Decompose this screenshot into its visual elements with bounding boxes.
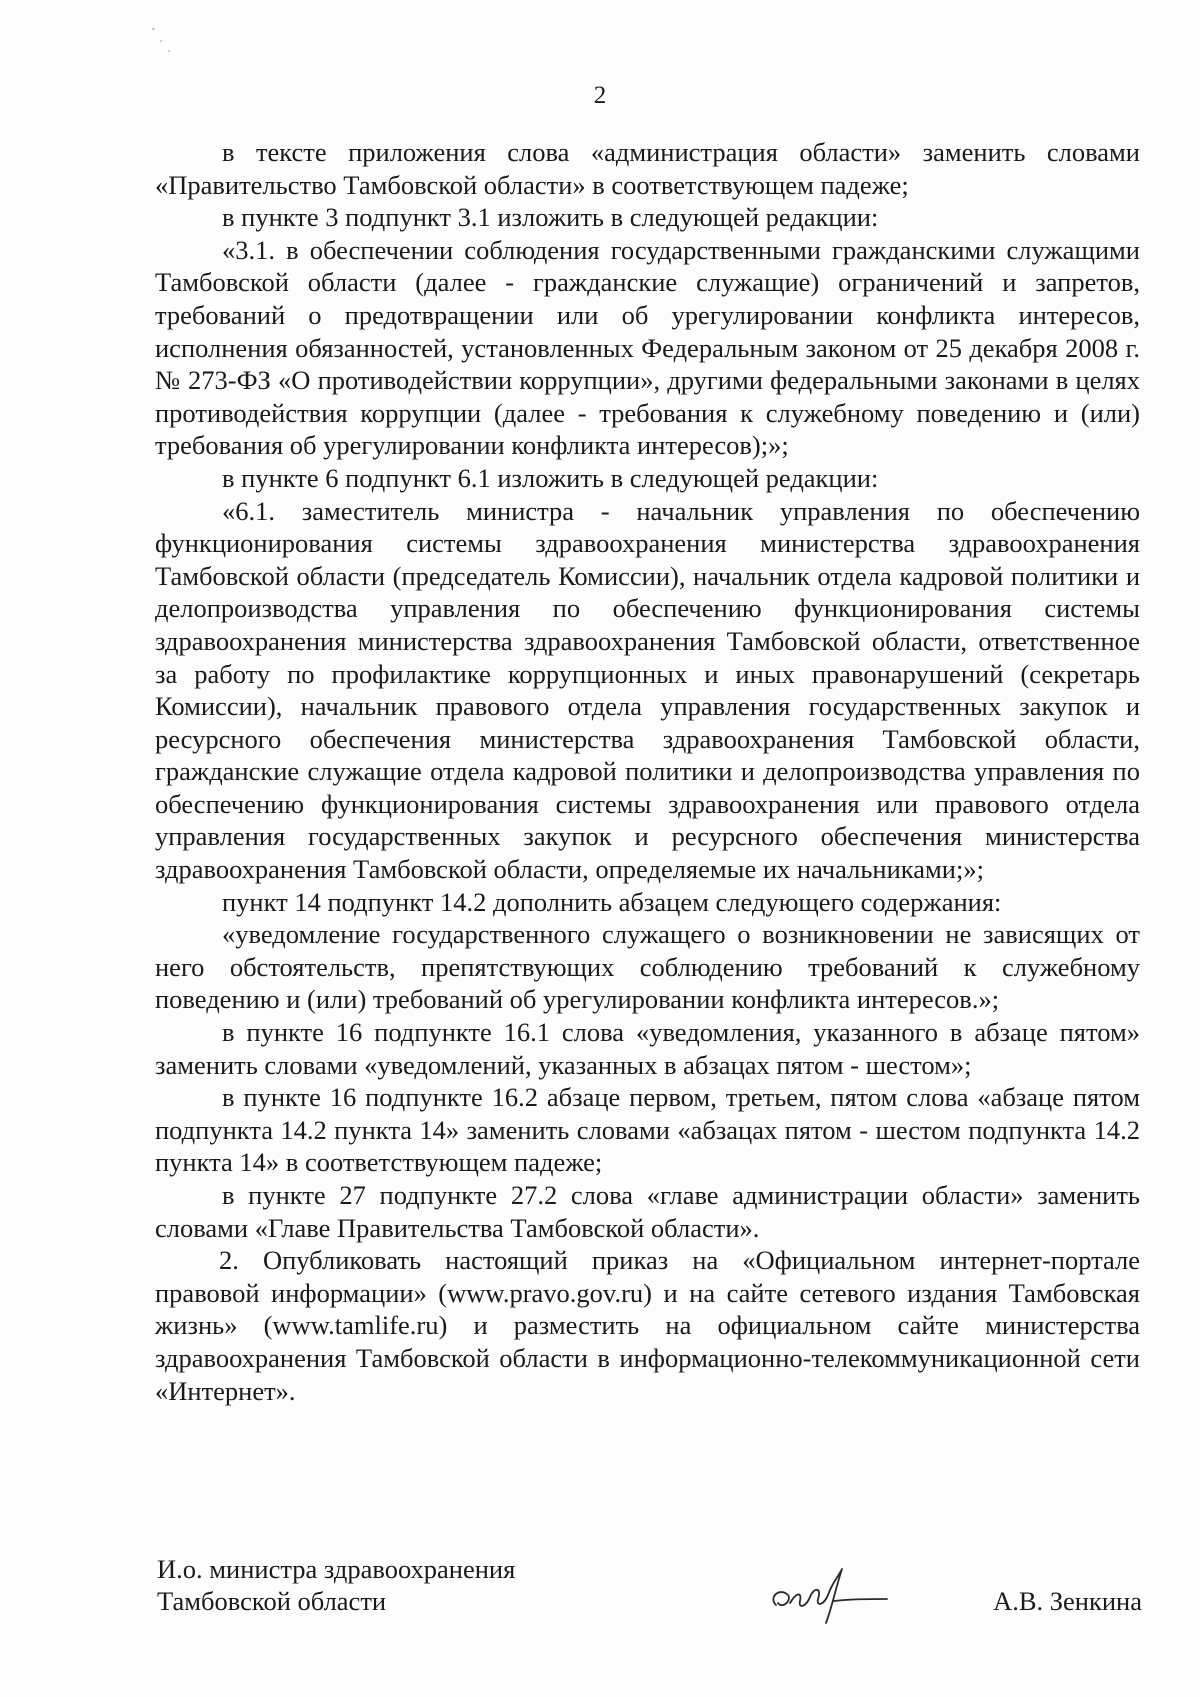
signatory-title-line: И.о. министра здравоохранения [157,1554,516,1584]
paragraph: пункт 14 подпункт 14.2 дополнить абзацем следующего содержания: [222,886,1002,917]
paragraph: в пункте 16 подпункте 16.1 слова «уведомления, указанного в абзаце пятом» заменить словами «уведомлений, указанных в абзацах пятом - шестом»; [155,1017,1140,1080]
handwritten-signature [762,1557,902,1627]
scan-speck [160,40,162,42]
signatory-title-line: Тамбовской области [157,1586,387,1616]
paragraph: в тексте приложения слова «администрация области» заменить словами «Правительство Тамбовской области» в соответствующем падеже; [155,137,1140,200]
paragraph: «уведомление государственного служащего о возникновении не зависящих от него обстоятельств, препятствующих соблюдению требований к служебному поведению и (или) требований об урегулировании конфликта интересов.»; [155,919,1140,1015]
paragraph: в пункте 27 подпункте 27.2 слова «главе администрации области» заменить словами «Главе Правительства Тамбовской области». [155,1180,1140,1243]
scan-speck [168,50,170,52]
paragraph: «6.1. заместитель министра - начальник управления по обеспечению функционирования системы здравоохранения министерства здравоохранения Тамбовской области (председатель Комиссии), начальник отдела кадровой политики и делопроизводства управления по обеспечению функционирования системы здравоохранения министерства здравоохранения Тамбовской области, ответственное за работу по профилактике коррупционных и иных правонарушений (секретарь Комиссии), начальник правового отдела управления государственных закупок и ресурсного обеспечения министерства здравоохранения Тамбовской области, гражданские служащие отдела кадровой политики и делопроизводства управления по обеспечению функционирования системы здравоохранения или правового отдела управления государственных закупок и ресурсного обеспечения министерства здравоохранения Тамбовской области, определяемые их начальниками;»; [155,495,1140,885]
paragraph: в пункте 16 подпункте 16.2 абзаце первом, третьем, пятом слова «абзаце пятом подпункта 14.2 пункта 14» заменить словами «абзацах пятом - шестом подпункта 14.2 пункта 14» в соответствующем падеже; [155,1082,1140,1178]
paragraph: в пункте 3 подпункт 3.1 изложить в следующей редакции: [222,202,879,233]
paragraph: «3.1. в обеспечении соблюдения государственными гражданскими служащими Тамбовской области (далее - гражданские служащие) ограничений и запретов, требований о предотвращении или об урегулировании конфликта интересов, исполнения обязанностей, установленных Федеральным законом от 25 декабря 2008 г. № 273-ФЗ «О противодействии коррупции», другими федеральными законами в целях противодействия коррупции (далее - требования к служебному поведению и (или) требования об урегулировании конфликта интересов);»; [155,234,1140,461]
page-number: 2 [593,82,607,109]
signatory-name: А.В. Зенкина [993,1586,1142,1616]
paragraph: 2. Опубликовать настоящий приказ на «Официальном интернет-портале правовой информации» (www.pravo.gov.ru) и на сайте сетевого издания Тамбовская жизнь» (www.tamlife.ru) и разместить на официальном сайте министерства здравоохранения Тамбовской области в информационно-телекоммуникационной сети «Интернет». [155,1245,1140,1406]
signatory-title [157,1553,515,1617]
signature-block [157,1553,1142,1633]
scan-speck [152,28,155,30]
paragraph: в пункте 6 подпункт 6.1 изложить в следующей редакции: [222,462,879,493]
document-body [155,136,1140,1407]
